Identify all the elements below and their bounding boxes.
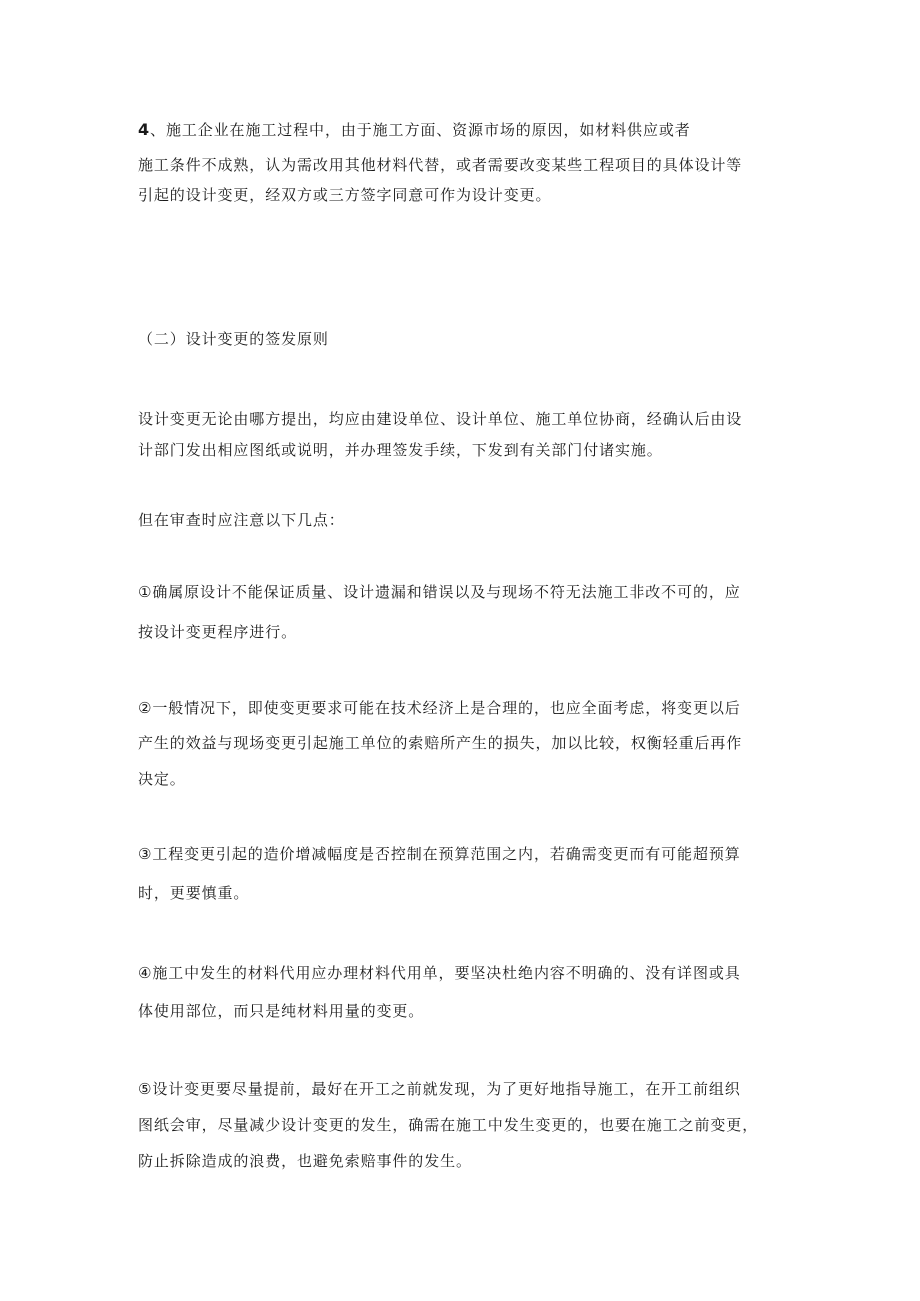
principle-line-1: 设计变更无论由哪方提出，均应由建设单位、设计单位、施工单位协商，经确认后由设 — [138, 410, 743, 428]
point-5-line-1: ⑤设计变更要尽量提前，最好在开工之前就发现，为了更好地指导施工，在开工前组织 — [138, 1080, 741, 1098]
point-4-line-2: 体使用部位，而只是纯材料用量的变更。 — [138, 1002, 425, 1020]
item4-number: 4 — [138, 120, 151, 139]
section-heading: （二）设计变更的签发原则 — [138, 330, 329, 348]
point-5-line-3: 防止拆除造成的浪费，也避免索赔事件的发生。 — [138, 1152, 472, 1170]
point-5-line-2: 图纸会审，尽量减少设计变更的发生，确需在施工中发生变更的，也要在施工之前变更， — [138, 1116, 759, 1134]
point-3-line-1: ③工程变更引起的造价增减幅度是否控制在预算范围之内，若确需变更而有可能超预算 — [138, 845, 741, 863]
point-2-line-3: 决定。 — [138, 770, 186, 788]
point-1-line-2: 按设计变更程序进行。 — [138, 623, 298, 641]
point-3-line-2: 时，更要慎重。 — [138, 884, 250, 902]
item4-line-2: 施工条件不成熟，认为需改用其他材料代替，或者需要改变某些工程项目的具体设计等 — [138, 156, 743, 174]
item4-line-1: 4、施工企业在施工过程中，由于施工方面、资源市场的原因，如材料供应或者 — [138, 120, 691, 139]
point-2-line-2: 产生的效益与现场变更引起施工单位的索赔所产生的损失，加以比较，权衡轻重后再作 — [138, 734, 743, 752]
point-2-line-1: ②一般情况下，即使变更要求可能在技术经济上是合理的，也应全面考虑，将变更以后 — [138, 699, 741, 717]
point-1-line-1: ①确属原设计不能保证质量、设计遗漏和错误以及与现场不符无法施工非改不可的，应 — [138, 583, 741, 601]
principle-line-2: 计部门发出相应图纸或说明，并办理签发手续，下发到有关部门付诸实施。 — [138, 441, 663, 459]
point-4-line-1: ④施工中发生的材料代用应办理材料代用单，要坚决杜绝内容不明确的、没有详图或具 — [138, 964, 741, 982]
review-intro: 但在审查时应注意以下几点： — [138, 511, 345, 529]
item4-line-3: 引起的设计变更，经双方或三方签字同意可作为设计变更。 — [138, 186, 552, 204]
